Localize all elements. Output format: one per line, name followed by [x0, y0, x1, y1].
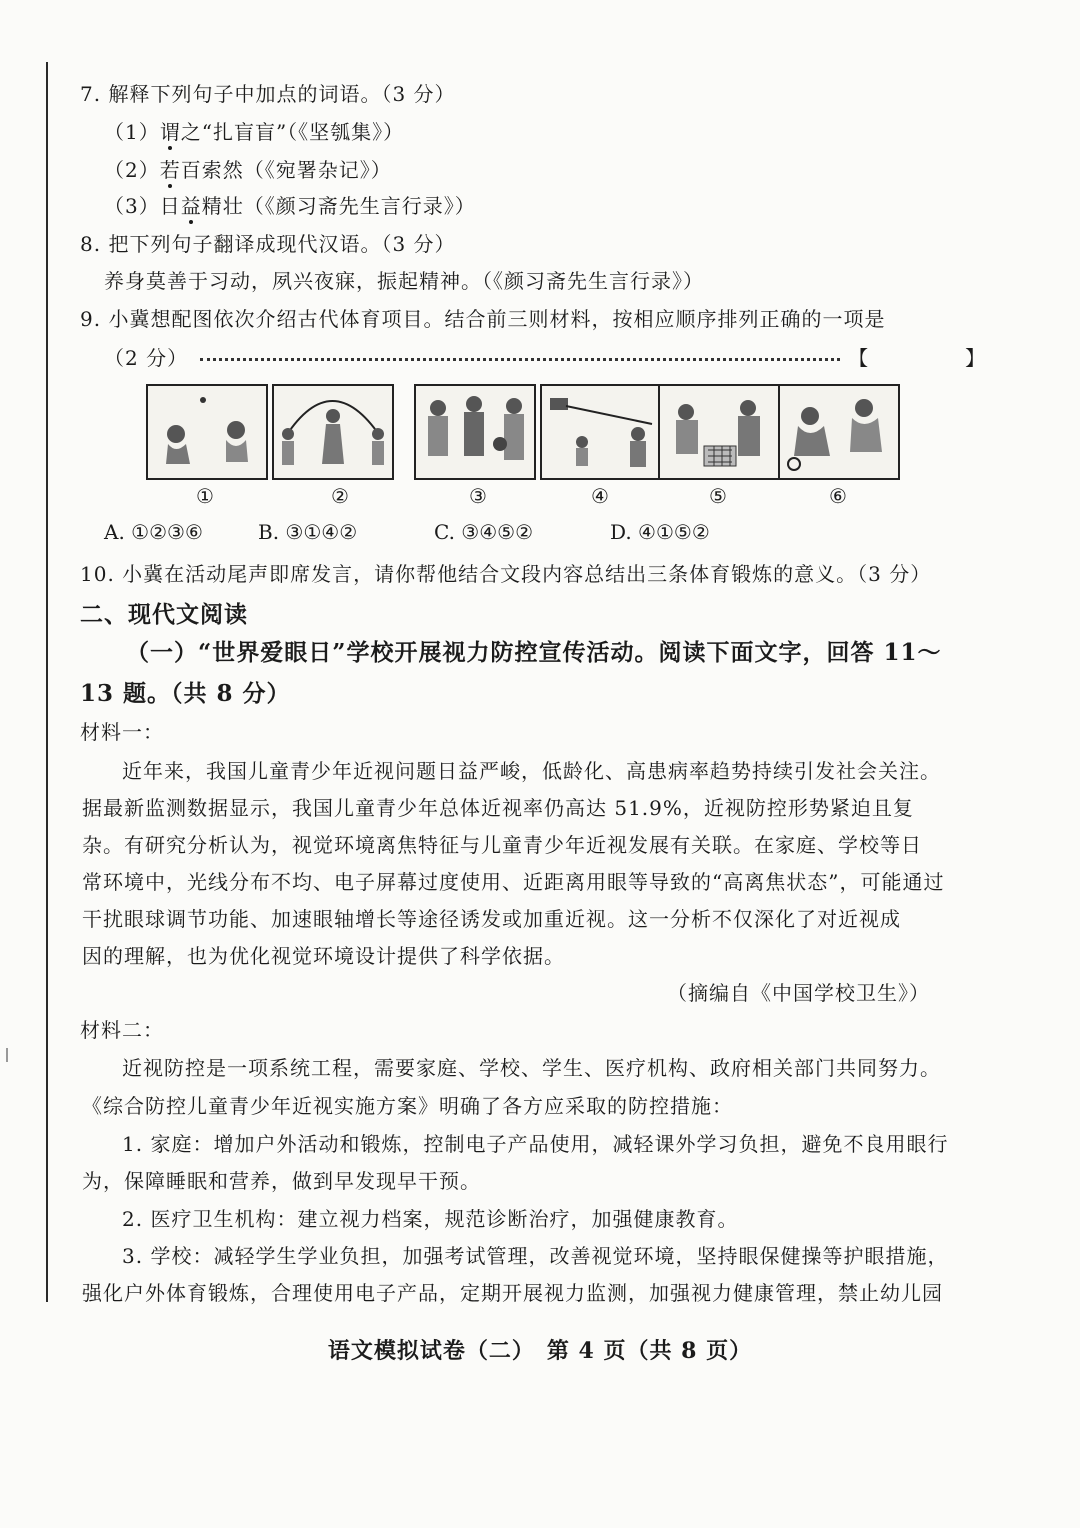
material2-line: 2. 医疗卫生机构：建立视力档案，规范诊断治疗，加强健康教育。 [122, 1207, 739, 1231]
scan-mark [6, 1048, 8, 1062]
option-a[interactable]: A. ①②③⑥ [104, 520, 203, 544]
material2-line: 近视防控是一项系统工程，需要家庭、学校、学生、医疗机构、政府相关部门共同努力。 [122, 1056, 941, 1080]
option-d[interactable]: D. ④①⑤② [610, 520, 710, 544]
material1-line: 干扰眼球调节功能、加速眼轴增长等途径诱发或加重近视。这一分析不仅深化了对近视成 [82, 907, 901, 931]
q8-sentence: 养身莫善于习动，夙兴夜寐，振起精神。（《颜习斋先生言行录》） [104, 269, 704, 293]
material2-line: 3. 学校：减轻学生学业负担，加强考试管理，改善视觉环境，坚持眼保健操等护眼措施， [122, 1244, 949, 1268]
material1-line: 常环境中，光线分布不均、电子屏幕过度使用、近距离用眼等导致的“高离焦状态”，可能通过 [82, 870, 945, 894]
picture-label-4: ④ [591, 484, 609, 508]
dotted-word: 若 [159, 158, 181, 182]
material2-label: 材料二： [80, 1018, 164, 1042]
q9-title: 9. 小冀想配图依次介绍古代体育项目。结合前三则材料，按相应顺序排列正确的一项是 [80, 307, 886, 331]
option-c[interactable]: C. ③④⑤② [434, 520, 534, 544]
weiqi-chess-picture [658, 384, 780, 480]
page-footer: 语文模拟试卷（二） 第 4 页（共 8 页） [327, 1338, 753, 1364]
material1-line: 据最新监测数据显示，我国儿童青少年总体近视率仍高达 51.9%，近视防控形势紧迫且复 [82, 796, 914, 820]
material2-line: 强化户外体育锻炼，合理使用电子产品，定期开展视力监测，加强视力健康管理，禁止幼儿园 [82, 1281, 943, 1305]
q9-score: （2 分） [104, 346, 189, 370]
jianzi-kicking-picture [146, 384, 268, 480]
binding-margin-line [46, 62, 48, 1302]
section2-instruction-line2: 13 题。（共 8 分） [80, 680, 291, 707]
dotted-leader [200, 358, 840, 361]
q10-title: 10. 小冀在活动尾声即席发言，请你帮他结合文段内容总结出三条体育锻炼的意义。（3 分） [80, 562, 932, 586]
rope-skipping-picture [272, 384, 394, 480]
answer-bracket[interactable]: 【 】 [848, 346, 987, 370]
material2-line: 《综合防控儿童青少年近视实施方案》明确了各方应采取的防控措施： [82, 1094, 733, 1118]
section2-heading: 二、现代文阅读 [80, 601, 248, 628]
picture-label-2: ② [331, 484, 349, 508]
q7-item-3: （3）日益精壮（《颜习斋先生言行录》） [104, 194, 476, 218]
q7-title: 7. 解释下列句子中加点的词语。（3 分） [80, 82, 456, 106]
q7-item-2: （2）若百索然（《宛署杂记》） [104, 158, 392, 182]
material2-line: 1. 家庭：增加户外活动和锻炼，控制电子产品使用，减轻课外学习负担，避免不良用眼行 [122, 1132, 949, 1156]
material1-line: 杂。有研究分析认为，视觉环境离焦特征与儿童青少年近视发展有关联。在家庭、学校等日 [82, 833, 922, 857]
picture-label-5: ⑤ [709, 484, 727, 508]
material2-line: 为，保障睡眠和营养，做到早发现早干预。 [82, 1169, 481, 1193]
option-b[interactable]: B. ③①④② [258, 520, 358, 544]
picture-label-6: ⑥ [829, 484, 847, 508]
q9-score-line [104, 342, 986, 371]
cuju-football-picture [778, 384, 900, 480]
q8-title: 8. 把下列句子翻译成现代汉语。（3 分） [80, 232, 456, 256]
material1-label: 材料一： [80, 720, 164, 744]
dotted-word: 益 [180, 194, 202, 218]
material1-source: （摘编自《中国学校卫生》） [667, 981, 930, 1005]
kite-flying-picture [540, 384, 662, 480]
material1-line: 因的理解，也为优化视觉环境设计提供了科学依据。 [82, 944, 565, 968]
section2-instruction-line1: （一）“世界爱眼日”学校开展视力防控宣传活动。阅读下面文字，回答 11～ [126, 639, 942, 666]
picture-label-1: ① [196, 484, 214, 508]
material1-line: 近年来，我国儿童青少年近视问题日益严峻，低龄化、高患病率趋势持续引发社会关注。 [122, 759, 941, 783]
q7-item-1: （1）谓之“扎盲盲”（《坚瓠集》） [104, 120, 405, 144]
dotted-word: 谓 [159, 120, 181, 144]
picture-label-3: ③ [469, 484, 487, 508]
blind-tag-picture [414, 384, 536, 480]
